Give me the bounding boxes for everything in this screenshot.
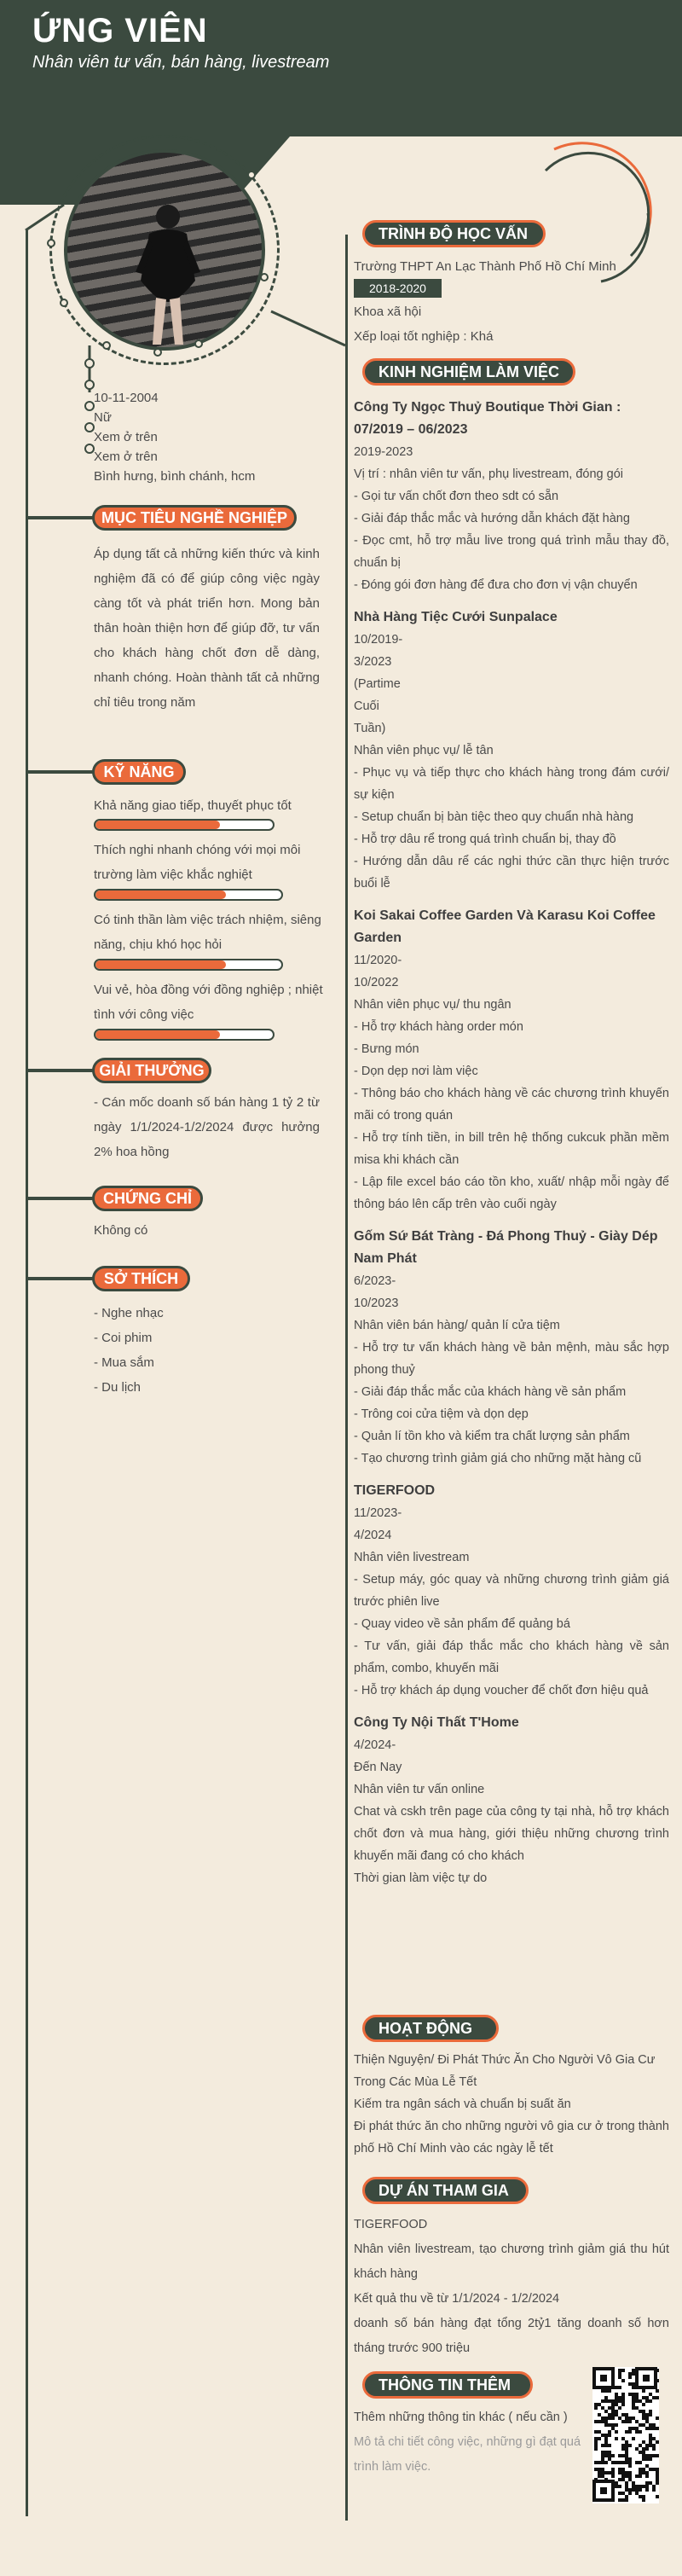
left-timeline-line	[26, 230, 28, 2516]
experience-duty: - Quay video về sản phẩm để quảng bá	[354, 1617, 570, 1631]
experience-duty: - Bưng món	[354, 1042, 419, 1056]
experience-duty: - Hỗ trợ tư vấn khách hàng về bản mệnh, màu sắc hợp phong thuỷ	[354, 1341, 669, 1377]
experience-time: 11/2020- 10/2022	[354, 954, 402, 989]
awards-text: - Cán mốc doanh số bán hàng 1 tỷ 2 từ ngày 1/1/2024-1/2/2024 được hưởng 2% hoa hồng	[94, 1095, 320, 1159]
avatar-node	[60, 299, 68, 307]
experience-time: 6/2023- 10/2023	[354, 1274, 399, 1310]
skill-bar-fill	[95, 960, 226, 969]
experience-duty: - Lập file excel báo cáo tồn kho, xuất/ nhập mỗi ngày để thông báo lên cấp trên vào cuối ngày	[354, 1175, 669, 1211]
experience-duty: - Giải đáp thắc mắc của khách hàng về sản phẩm	[354, 1385, 627, 1399]
hobby-item: - Du lịch	[94, 1380, 142, 1395]
personal-info	[94, 388, 332, 486]
certs-text: Không có	[94, 1223, 148, 1238]
experience-company: Công Ty Ngọc Thuỷ Boutique Thời Gian : 07/2019 – 06/2023	[354, 400, 621, 437]
avatar-node	[260, 273, 269, 281]
email-value: Xem ở trên	[94, 450, 158, 464]
right-timeline-line	[345, 235, 348, 2521]
experience-duty: - Tư vấn, giải đáp thắc mắc cho khách hàng về sản phẩm, combo, khuyến mãi	[354, 1639, 669, 1675]
connector	[26, 1069, 94, 1072]
connector	[26, 1197, 94, 1200]
hobby-item: - Coi phim	[94, 1331, 153, 1345]
experience-role: Nhân viên phục vụ/ lễ tân	[354, 744, 494, 757]
skill-text: Khả năng giao tiếp, thuyết phục tốt	[94, 798, 292, 813]
activity-line: Kiếm tra ngân sách và chuẩn bị suất ăn	[354, 2097, 571, 2111]
project-line: Kết quả thu về từ 1/1/2024 - 1/2/2024	[354, 2292, 560, 2306]
experience-duty: - Hỗ trợ khách áp dụng voucher để chốt đơn hiệu quả	[354, 1684, 649, 1697]
experience-duty: - Phục vụ và tiếp thực cho khách hàng trong đám cưới/ sự kiện	[354, 766, 669, 802]
gender-value: Nữ	[94, 410, 112, 425]
candidate-position: Nhân viên tư vấn, bán hàng, livestream	[32, 53, 330, 72]
hobby-item: - Nghe nhạc	[94, 1306, 164, 1320]
skill-bar	[94, 959, 283, 971]
experience-duty: - Đóng gói đơn hàng để đưa cho đơn vị vận chuyển	[354, 578, 638, 592]
skill-bar-fill	[95, 891, 226, 899]
experience-item	[354, 905, 669, 1215]
section-label-skills: KỸ NĂNG	[92, 759, 186, 785]
section-label-education: TRÌNH ĐỘ HỌC VẤN	[362, 220, 546, 247]
avatar-node	[194, 339, 203, 348]
experience-duty: - Giải đáp thắc mắc và hướng dẫn khách đặt hàng	[354, 512, 630, 525]
avatar-node	[247, 171, 256, 179]
qr-code-icon	[592, 2367, 659, 2503]
avatar-node	[102, 341, 111, 350]
objective-text: Áp dụng tất cả những kiến thức và kinh nghiệm đã có để giúp công việc ngày càng tốt và phát triển hơn. Mong bản thân hoàn thiện hơn để giúp đỡ, tư vấn cho khách hàng chốt đơn dễ dàng, nhanh chóng. Hoàn thành tất cả những chỉ tiêu trong năm	[94, 547, 320, 710]
experience-role: Nhân viên tư vấn online	[354, 1783, 485, 1796]
experience-item	[354, 606, 669, 895]
experience-duty: Thời gian làm việc tự do	[354, 1871, 488, 1885]
experience-duty: - Hỗ trợ khách hàng order món	[354, 1020, 523, 1034]
section-label-certs: CHỨNG CHỈ	[92, 1186, 203, 1211]
experience-time: 10/2019- 3/2023 (Partime Cuối Tuần)	[354, 633, 403, 735]
connector	[26, 516, 94, 519]
experience-duty: - Quản lí tồn kho và kiểm tra chất lượng sản phẩm	[354, 1430, 630, 1443]
person-silhouette-icon	[67, 153, 265, 351]
project-line: doanh số bán hàng đạt tổng 2tỷ1 tăng doanh số hơn tháng trước 900 triệu	[354, 2317, 669, 2355]
activity-line: Đi phát thức ăn cho những người vô gia cư ở trong thành phố Hồ Chí Minh vào các ngày lễ tết	[354, 2120, 669, 2155]
experience-duty: - Gọi tư vấn chốt đơn theo sdt có sẵn	[354, 490, 559, 503]
experience-item	[354, 397, 669, 596]
skill-bar-fill	[95, 821, 220, 829]
section-label-activities: HOẠT ĐỘNG	[362, 2015, 499, 2042]
school-name: Trường THPT An Lạc Thành Phố Hồ Chí Minh	[354, 259, 616, 274]
skills-list	[94, 793, 324, 1046]
experience-role: Nhân viên livestream	[354, 1551, 470, 1564]
hobbies-list	[94, 1301, 320, 1400]
avatar	[64, 149, 265, 351]
experience-duty: - Thông báo cho khách hàng về các chương trình khuyến mãi có trong quán	[354, 1087, 669, 1123]
activity-line: Thiện Nguyện/ Đi Phát Thức Ăn Cho Người Vô Gia Cư Trong Các Mùa Lễ Tết	[354, 2053, 656, 2089]
skill-bar	[94, 1029, 275, 1041]
experience-item	[354, 1480, 669, 1702]
experience-duty: - Tạo chương trình giảm giá cho những mặt hàng cũ	[354, 1452, 642, 1465]
section-label-extra: THÔNG TIN THÊM	[362, 2371, 533, 2399]
experience-role: Nhân viên bán hàng/ quản lí cửa tiệm	[354, 1319, 560, 1332]
phone-value: Xem ở trên	[94, 430, 158, 444]
experience-role: Vị trí : nhân viên tư vấn, phụ livestream, đóng gói	[354, 467, 623, 481]
projects-block	[354, 2213, 669, 2361]
candidate-name: ỨNG VIÊN	[32, 12, 208, 49]
skill-item	[94, 838, 324, 906]
section-label-hobbies: SỞ THÍCH	[92, 1266, 190, 1291]
avatar-node	[153, 348, 162, 357]
connector	[26, 1277, 94, 1280]
experience-item	[354, 1712, 669, 1889]
section-label-projects: DỰ ÁN THAM GIA	[362, 2177, 529, 2204]
skill-text: Có tinh thần làm việc trách nhiệm, siêng năng, chịu khó học hỏi	[94, 913, 321, 952]
skill-text: Thích nghi nhanh chóng với mọi môi trường làm việc khắc nghiệt	[94, 843, 301, 882]
project-line: Nhân viên livestream, tạo chương trình giảm giá thu hút khách hàng	[354, 2242, 669, 2281]
extra-hint: Mô tả chi tiết công việc, những gì đạt quá trình làm việc.	[354, 2435, 581, 2474]
education-block	[354, 254, 669, 349]
experience-role: Nhân viên phục vụ/ thu ngân	[354, 998, 512, 1012]
section-label-experience: KINH NGHIỆM LÀM VIỆC	[362, 358, 575, 386]
experience-duty: - Setup máy, góc quay và những chương trình giảm giá trước phiên live	[354, 1573, 669, 1609]
experience-time: 11/2023- 4/2024	[354, 1506, 402, 1542]
extra-text: Thêm những thông tin khác ( nếu cần )	[354, 2411, 568, 2424]
hobby-item: - Mua sắm	[94, 1355, 154, 1370]
skill-item	[94, 978, 324, 1046]
skill-item	[94, 908, 324, 976]
education-grade: Xếp loại tốt nghiệp : Khá	[354, 329, 494, 344]
experience-company: Koi Sakai Coffee Garden Và Karasu Koi Coffee Garden	[354, 908, 656, 945]
experience-company: Gốm Sứ Bát Tràng - Đá Phong Thuỷ - Giày Dép Nam Phát	[354, 1229, 658, 1266]
experience-company: TIGERFOOD	[354, 1483, 436, 1498]
experience-time: 4/2024-Đến Nay	[354, 1738, 402, 1774]
experience-duty: - Đọc cmt, hỗ trợ mẫu live trong quá trình mẫu thay đồ, chuẩn bị	[354, 534, 669, 570]
experience-time: 2019-2023	[354, 445, 413, 459]
skill-text: Vui vẻ, hòa đồng với đồng nghiệp ; nhiệt tình với công việc	[94, 983, 323, 1022]
skill-bar	[94, 819, 275, 831]
experience-company: Nhà Hàng Tiệc Cưới Sunpalace	[354, 610, 558, 624]
activities-block	[354, 2049, 669, 2160]
experience-duty: - Trông coi cửa tiệm và dọn dẹp	[354, 1407, 529, 1421]
address-value: Bình hưng, bình chánh, hcm	[94, 469, 256, 484]
skill-item	[94, 793, 324, 836]
experience-duty: - Setup chuẩn bị bàn tiệc theo quy chuẩn nhà hàng	[354, 810, 634, 824]
skill-bar-fill	[95, 1030, 220, 1039]
experience-duty: - Hỗ trợ dâu rể trong quá trình chuẩn bị, thay đồ	[354, 833, 616, 846]
education-years: 2018-2020	[354, 279, 442, 298]
skill-bar	[94, 889, 283, 901]
experience-duty: - Dọn dẹp nơi làm việc	[354, 1065, 478, 1078]
section-label-awards: GIẢI THƯỞNG	[92, 1058, 211, 1083]
extra-block	[354, 2405, 588, 2480]
experience-item	[354, 1226, 669, 1470]
section-label-objective: MỤC TIÊU NGHỀ NGHIỆP	[92, 505, 297, 531]
experience-duty: - Hướng dẫn dâu rể các nghi thức cần thực hiện trước buổi lễ	[354, 855, 669, 891]
avatar-node	[47, 239, 55, 247]
experience-company: Công Ty Nội Thất T'Home	[354, 1715, 519, 1730]
experience-list	[354, 397, 669, 1900]
dob-value: 10-11-2004	[94, 391, 159, 405]
project-line: TIGERFOOD	[354, 2218, 428, 2231]
education-major: Khoa xã hội	[354, 305, 422, 319]
info-node	[84, 358, 95, 368]
experience-duty: Chat và cskh trên page của công ty tại nhà, hỗ trợ khách chốt đơn và mua hàng, giới thiệu những chương trình khuyến mãi đang có cho khách	[354, 1805, 669, 1863]
experience-duty: - Hỗ trợ tính tiền, in bill trên hệ thống cukcuk phần mềm misa khi khách cần	[354, 1131, 669, 1167]
connector	[26, 770, 94, 774]
